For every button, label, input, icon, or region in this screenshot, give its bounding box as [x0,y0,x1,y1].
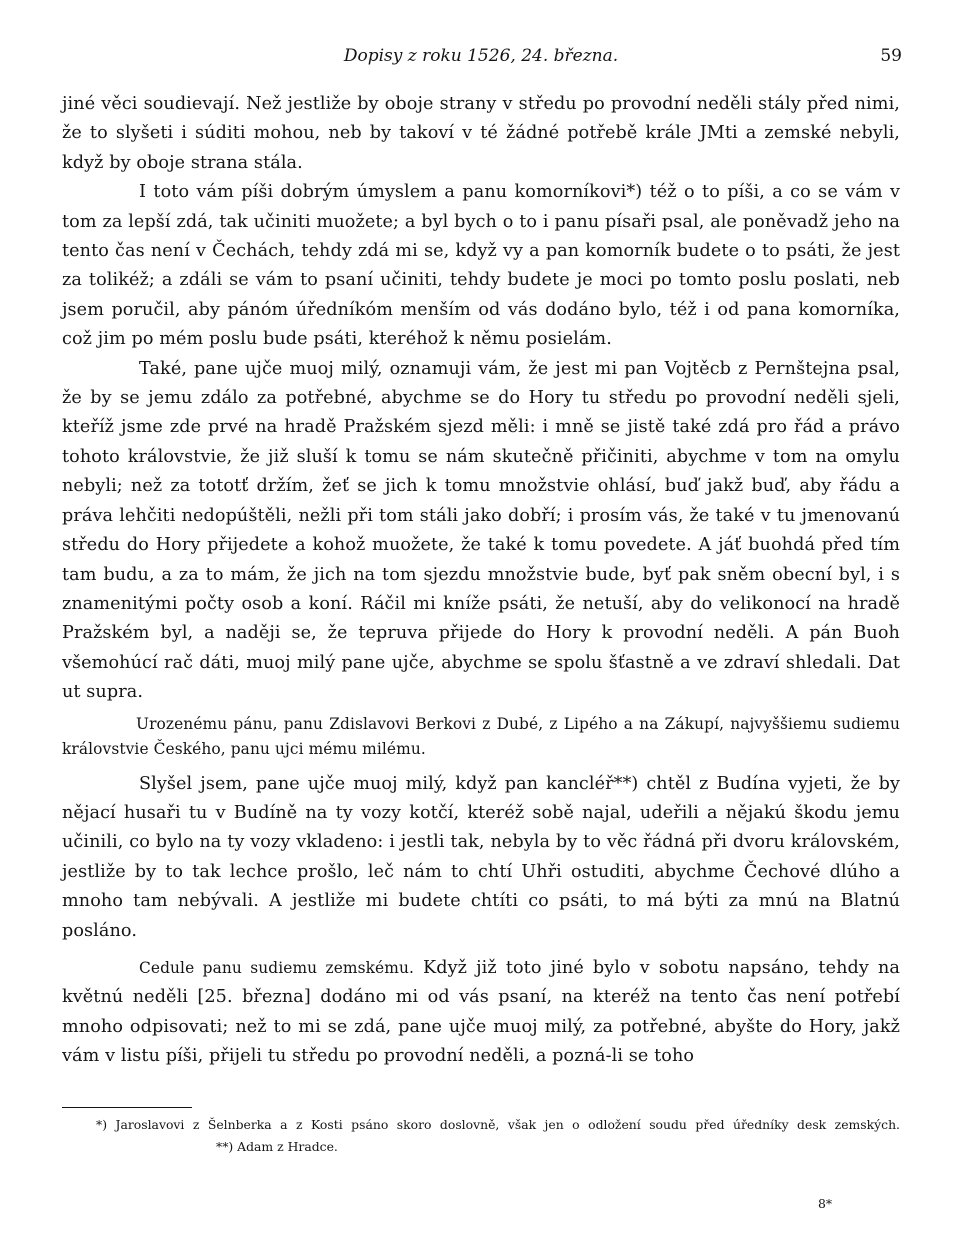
main-text [62,90,900,1072]
page-number: 59 [880,46,902,66]
letter-address: Urozenému pánu, panu Zdislavovi Berkovi z Dubé, z Lipého a na Zákupí, najvyššiemu sudiemu královstvie Českého, panu ujci mému milému. [62,714,900,758]
footnote-1 [96,1114,900,1158]
paragraph-kancler: Slyšel jsem, pane ujče muoj milý, když pan kancléř**) chtěl z Budína vyjeti, že by nějací husaři tu v Budíně na ty vozy kotčí, kteréž sobě najal, udeřili a nějakú škodu jemu učinili, co bylo na ty vozy vkladeno: i jestli tak, nebyla by to věc řádná při dvoru královském, jestliže by to tak lechce prošlo, leč nám to chtí Uhři ostuditi, abychme Čechové dlúho a mnoho tam nebývali. A jestliže mi budete chtíti co psáti, to má býti za mnú na Blatnú posláno. [62,773,900,941]
footnote-rule [62,1107,192,1108]
paragraph-pernstejn: Také, pane ujče muoj milý, oznamuji vám, že jest mi pan Vojtěcb z Pernštejna psal, že by se jemu zdálo za potřebné, abychme se do Hory tu středu po provodní neděli sjeli, kteříž jsme zde prvé na hradě Pražském sjezd měli: i mně se jistě také zdá pro řád a právo tohoto královstvie, že již sluší k tomu se nám skutečně přičiniti, abychme v tom na omylu nebyli; než za tototť držím, žeť se jich k tomu množstvie ohlásí, buď jakž buď, aby řádu a práva lehčiti nedopúštěli, nežli při tom stáli jako dobří; i prosím vás, že také v tu jmenovanú středu do Hory přijedete a kohož muožete, že také k tomu povedete. A jáť buohdá před tím tam budu, a za to mám, že jich na tom sjezdu množstvie bude, byť pak sněm obecní byl, i s znamenitými počty osob a koní. Ráčil mi kníže psáti, že netuší, aby do velikonocí na hradě Pražském byl, a naději se, že tepruva přijede do Hory k provodní neděli. A pán Buoh všemohúcí rač dáti, muoj milý pane ujče, abychme se spolu šťastně a ve zdraví shledali. Dat ut supra. [62,358,900,703]
cedule-text: Když již toto jiné bylo v sobotu napsáno, tehdy na květnú neděli [25. března] dodáno mi od vás psaní, na kteréž na tento čas není potřebí mnoho odpisovati; než to mi se zdá, pane ujče muoj milý, za potřebné, abyšte do Hory, jakž vám v listu píši, přijeli tu středu po provodní neděli, a pozná-li se toho [62,957,900,1067]
paragraph-cedule [62,954,900,1072]
running-head [60,46,902,72]
footnote-1-text: *) Jaroslavovi z Šelnberka a z Kosti psáno skoro doslovně, však jen o odložení soudu před úředníky desk zemských. [96,1117,900,1132]
printer-signature-mark: 8* [818,1196,833,1211]
cedule-label: Cedule panu sudiemu zemskému. [139,958,414,977]
footnotes [96,1114,900,1158]
paragraph-continuation: jiné věci soudievají. Než jestliže by oboje strany v středu po provodní neděli stály před nimi, že to slyšeti i súditi mohou, neb by takoví v té žádné potřebě krále JMti a zemské nebyli, když by oboje strana stála. [62,94,900,173]
footnote-2-text: **) Adam z Hradce. [216,1139,338,1154]
paragraph-komornik: I toto vám píši dobrým úmyslem a panu komorníkovi*) též o to píši, a co se vám v tom za lepší zdá, tak učiniti muožete; a byl bych o to i panu písaři psal, ale poněvadž jeho na tento čas není v Čechách, tehdy zdá mi se, když vy a pan komorník budete o to psáti, že jest za tolikéž; a zdáli se vám to psaní učiniti, tehdy budete je moci po tomto poslu poslati, neb jsem poručil, aby pánóm úředníkóm menším od vás dodáno bylo, též i od pana komorníka, což jim po mém poslu bude psáti, kteréhož k němu posielám. [62,182,900,350]
running-head-title: Dopisy z roku 1526, 24. března. [343,46,619,66]
